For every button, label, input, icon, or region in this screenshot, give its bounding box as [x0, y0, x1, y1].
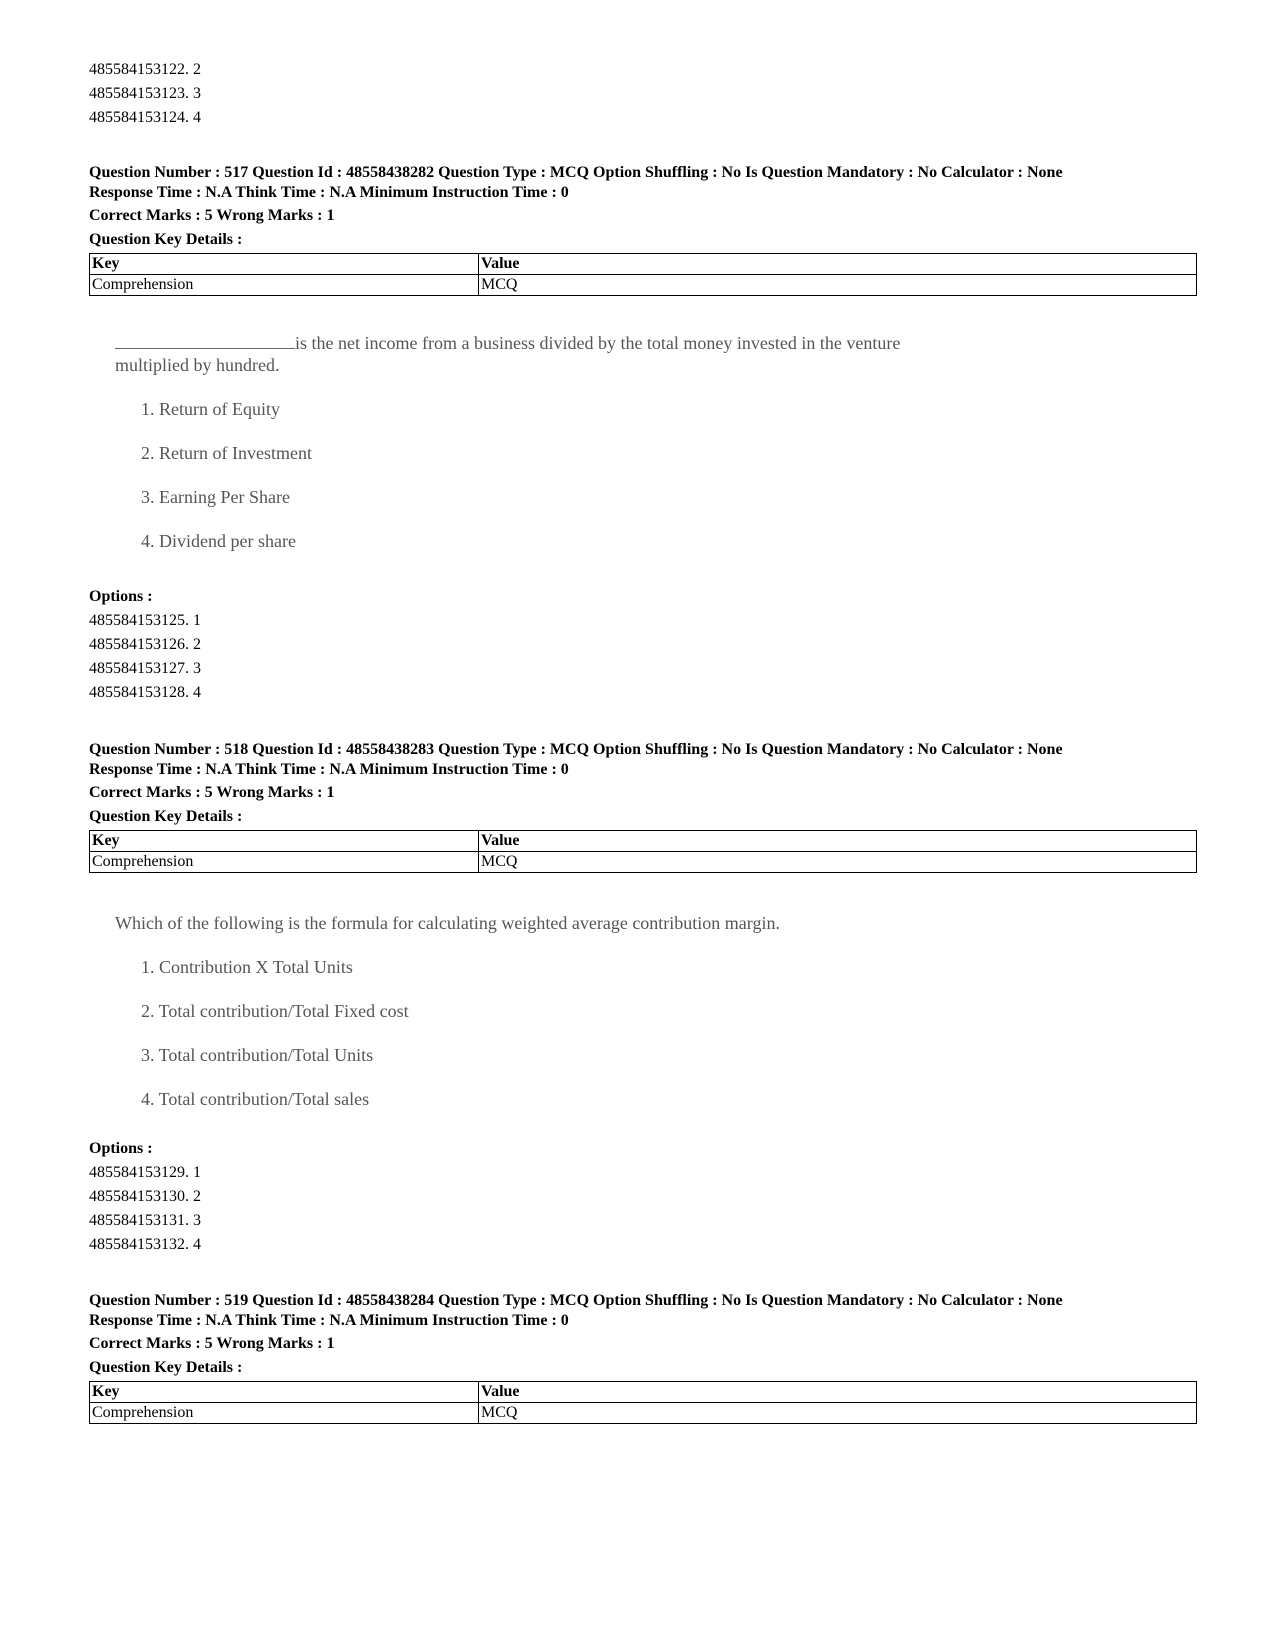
question-marks: Correct Marks : 5 Wrong Marks : 1 — [89, 784, 335, 801]
key-header: Key — [90, 254, 479, 275]
option-line: 485584153127. 3 — [89, 660, 201, 677]
option-line: 485584153130. 2 — [89, 1188, 201, 1205]
options-label: Options : — [89, 1140, 153, 1157]
question-517-header — [89, 163, 1199, 296]
answer-choice: 2. Return of Investment — [141, 443, 312, 463]
key-details-table — [89, 253, 1197, 296]
key-header: Key — [90, 1382, 479, 1403]
value-cell: MCQ — [479, 1403, 1197, 1424]
answer-choice: 1. Return of Equity — [141, 399, 280, 419]
option-line: 485584153122. 2 — [89, 61, 201, 78]
answer-choice: 3. Earning Per Share — [141, 487, 290, 507]
value-cell: MCQ — [479, 852, 1197, 873]
key-cell: Comprehension — [90, 852, 479, 873]
question-meta-line: Question Number : 518 Question Id : 48558438283 Question Type : MCQ Option Shuffling : No Is Question Mandatory : No Calculator : None — [89, 741, 1063, 758]
option-line: 485584153126. 2 — [89, 636, 201, 653]
question-meta-line: Question Number : 517 Question Id : 48558438282 Question Type : MCQ Option Shuffling : No Is Question Mandatory : No Calculator : None — [89, 164, 1063, 181]
answer-choice: 3. Total contribution/Total Units — [141, 1045, 374, 1065]
key-details-table — [89, 830, 1197, 873]
table-row — [90, 852, 1197, 873]
question-518-body — [115, 912, 780, 1110]
value-header: Value — [479, 831, 1197, 852]
option-line: 485584153123. 3 — [89, 85, 201, 102]
key-details-table — [89, 1381, 1197, 1424]
question-518-header — [89, 740, 1199, 873]
table-header-row — [90, 831, 1197, 852]
question-timing-line: Response Time : N.A Think Time : N.A Minimum Instruction Time : 0 — [89, 184, 569, 201]
question-timing-line: Response Time : N.A Think Time : N.A Minimum Instruction Time : 0 — [89, 761, 569, 778]
table-row — [90, 1403, 1197, 1424]
option-line: 485584153132. 4 — [89, 1236, 201, 1253]
key-header: Key — [90, 831, 479, 852]
question-stem — [115, 332, 900, 354]
value-header: Value — [479, 254, 1197, 275]
question-stem-text: is the net income from a business divided by the total money invested in the venture — [295, 333, 901, 353]
answer-choice: 1. Contribution X Total Units — [141, 957, 353, 977]
answer-choice: 4. Dividend per share — [141, 531, 296, 551]
fill-blank — [115, 334, 295, 349]
options-label: Options : — [89, 588, 153, 605]
option-line: 485584153128. 4 — [89, 684, 201, 701]
option-line: 485584153124. 4 — [89, 109, 201, 126]
question-518-options — [89, 1137, 1199, 1257]
key-details-label: Question Key Details : — [89, 808, 243, 825]
value-header: Value — [479, 1382, 1197, 1403]
answer-choice: 2. Total contribution/Total Fixed cost — [141, 1001, 409, 1021]
table-header-row — [90, 254, 1197, 275]
question-meta-line: Question Number : 519 Question Id : 48558438284 Question Type : MCQ Option Shuffling : No Is Question Mandatory : No Calculator : None — [89, 1292, 1063, 1309]
question-marks: Correct Marks : 5 Wrong Marks : 1 — [89, 207, 335, 224]
key-cell: Comprehension — [90, 1403, 479, 1424]
table-header-row — [90, 1382, 1197, 1403]
option-line: 485584153131. 3 — [89, 1212, 201, 1229]
table-row — [90, 275, 1197, 296]
answer-choice: 4. Total contribution/Total sales — [141, 1089, 370, 1109]
key-cell: Comprehension — [90, 275, 479, 296]
question-marks: Correct Marks : 5 Wrong Marks : 1 — [89, 1335, 335, 1352]
option-line: 485584153129. 1 — [89, 1164, 201, 1181]
value-cell: MCQ — [479, 275, 1197, 296]
question-stem-continued: multiplied by hundred. — [115, 355, 280, 375]
question-517-body — [115, 332, 900, 552]
question-517-options — [89, 585, 1199, 705]
question-timing-line: Response Time : N.A Think Time : N.A Minimum Instruction Time : 0 — [89, 1312, 569, 1329]
option-line: 485584153125. 1 — [89, 612, 201, 629]
previous-question-options — [89, 58, 1199, 130]
key-details-label: Question Key Details : — [89, 1359, 243, 1376]
question-519-header — [89, 1291, 1199, 1424]
key-details-label: Question Key Details : — [89, 231, 243, 248]
question-stem: Which of the following is the formula for calculating weighted average contribution margin. — [115, 913, 780, 933]
